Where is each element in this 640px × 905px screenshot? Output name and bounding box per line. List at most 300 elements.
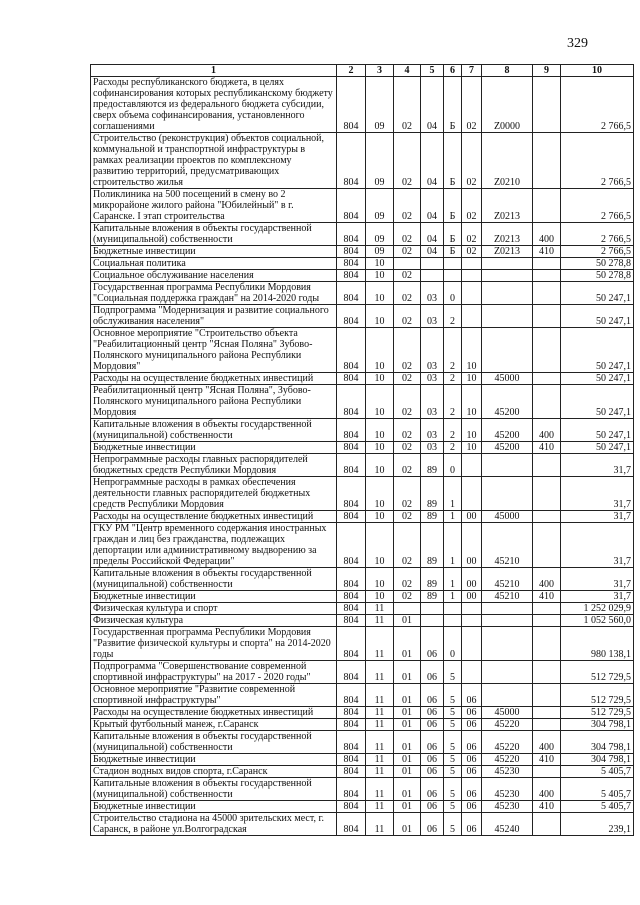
code-cell: 1 xyxy=(444,523,462,568)
code-cell: 400 xyxy=(533,419,561,442)
code-cell: 804 xyxy=(337,627,366,661)
code-cell: 2 xyxy=(444,385,462,419)
code-cell: 45210 xyxy=(482,591,533,603)
code-cell: 10 xyxy=(462,373,482,385)
code-cell: 09 xyxy=(366,223,394,246)
amount-cell: 239,1 xyxy=(561,813,634,836)
code-cell xyxy=(462,603,482,615)
code-cell: 410 xyxy=(533,801,561,813)
code-cell: 11 xyxy=(366,778,394,801)
code-cell: 804 xyxy=(337,328,366,373)
table-row xyxy=(91,223,634,246)
code-cell: 02 xyxy=(462,189,482,223)
amount-cell: 31,7 xyxy=(561,454,634,477)
header-row xyxy=(91,65,634,77)
code-cell: 09 xyxy=(366,189,394,223)
code-cell: 804 xyxy=(337,270,366,282)
amount-cell: 304 798,1 xyxy=(561,731,634,754)
table-row xyxy=(91,454,634,477)
amount-cell: 980 138,1 xyxy=(561,627,634,661)
code-cell xyxy=(533,603,561,615)
table-row xyxy=(91,684,634,707)
code-cell xyxy=(444,615,462,627)
code-cell: 01 xyxy=(394,661,421,684)
amount-cell: 50 247,1 xyxy=(561,282,634,305)
code-cell xyxy=(533,719,561,731)
table-row xyxy=(91,258,634,270)
code-cell: 02 xyxy=(394,373,421,385)
code-cell: 5 xyxy=(444,766,462,778)
amount-cell: 31,7 xyxy=(561,511,634,523)
code-cell: Z0213 xyxy=(482,189,533,223)
code-cell: 03 xyxy=(421,385,444,419)
code-cell: 10 xyxy=(462,442,482,454)
code-cell: 06 xyxy=(462,719,482,731)
amount-cell: 31,7 xyxy=(561,523,634,568)
code-cell: 45240 xyxy=(482,813,533,836)
table-row xyxy=(91,778,634,801)
code-cell xyxy=(533,282,561,305)
row-name-cell: Государственная программа Республики Мордовия "Социальная поддержка граждан" на 2014-2020 годы xyxy=(91,282,337,305)
code-cell: 804 xyxy=(337,754,366,766)
column-header: 6 xyxy=(444,65,462,77)
row-name-cell: Капитальные вложения в объекты государственной (муниципальной) собственности xyxy=(91,419,337,442)
code-cell: 02 xyxy=(394,568,421,591)
amount-cell: 304 798,1 xyxy=(561,754,634,766)
code-cell xyxy=(482,305,533,328)
table-row xyxy=(91,133,634,189)
code-cell: 04 xyxy=(421,77,444,133)
code-cell: 01 xyxy=(394,813,421,836)
row-name-cell: ГКУ РМ "Центр временного содержания иностранных граждан и лиц без гражданства, подлежащих депортации или административному выдворению за пределы Российской Федерации" xyxy=(91,523,337,568)
table-row xyxy=(91,189,634,223)
code-cell: Б xyxy=(444,246,462,258)
code-cell xyxy=(462,477,482,511)
code-cell: 02 xyxy=(394,419,421,442)
code-cell: 11 xyxy=(366,615,394,627)
amount-cell: 304 798,1 xyxy=(561,719,634,731)
table-row xyxy=(91,719,634,731)
column-header: 7 xyxy=(462,65,482,77)
amount-cell: 1 052 560,0 xyxy=(561,615,634,627)
code-cell: 04 xyxy=(421,223,444,246)
code-cell: 02 xyxy=(394,328,421,373)
code-cell: 10 xyxy=(366,568,394,591)
code-cell: 02 xyxy=(394,246,421,258)
code-cell: 06 xyxy=(462,766,482,778)
code-cell: 00 xyxy=(462,568,482,591)
code-cell: 10 xyxy=(366,477,394,511)
row-name-cell: Физическая культура и спорт xyxy=(91,603,337,615)
row-name-cell: Поликлиника на 500 посещений в смену во 2 микрорайоне жилого района "Юбилейный" в г. Саранске. I этап строительства xyxy=(91,189,337,223)
code-cell: 11 xyxy=(366,661,394,684)
row-name-cell: Физическая культура xyxy=(91,615,337,627)
code-cell: 06 xyxy=(462,801,482,813)
code-cell: 02 xyxy=(394,523,421,568)
code-cell: 02 xyxy=(394,282,421,305)
code-cell: 02 xyxy=(462,133,482,189)
code-cell: 10 xyxy=(462,419,482,442)
code-cell: 06 xyxy=(462,707,482,719)
code-cell: 11 xyxy=(366,754,394,766)
code-cell: 804 xyxy=(337,813,366,836)
table-row xyxy=(91,731,634,754)
code-cell: 11 xyxy=(366,719,394,731)
table-row xyxy=(91,661,634,684)
row-name-cell: Капитальные вложения в объекты государственной (муниципальной) собственности xyxy=(91,223,337,246)
code-cell: 804 xyxy=(337,189,366,223)
code-cell: 02 xyxy=(462,223,482,246)
code-cell xyxy=(444,258,462,270)
row-name-cell: Капитальные вложения в объекты государственной (муниципальной) собственности xyxy=(91,568,337,591)
code-cell: 01 xyxy=(394,707,421,719)
code-cell: 410 xyxy=(533,246,561,258)
code-cell: 10 xyxy=(366,442,394,454)
code-cell: 2 xyxy=(444,328,462,373)
code-cell: 45000 xyxy=(482,511,533,523)
code-cell xyxy=(533,707,561,719)
column-header: 8 xyxy=(482,65,533,77)
row-name-cell: Непрограммные расходы в рамках обеспечения деятельности главных распорядителей бюджетных средств Республики Мордовия xyxy=(91,477,337,511)
code-cell: 2 xyxy=(444,305,462,328)
code-cell: 804 xyxy=(337,591,366,603)
amount-cell: 50 247,1 xyxy=(561,385,634,419)
code-cell xyxy=(462,305,482,328)
code-cell xyxy=(533,615,561,627)
code-cell xyxy=(462,454,482,477)
code-cell: 804 xyxy=(337,568,366,591)
code-cell: 11 xyxy=(366,684,394,707)
code-cell: 09 xyxy=(366,77,394,133)
code-cell: 10 xyxy=(366,385,394,419)
code-cell: 06 xyxy=(462,813,482,836)
code-cell: 06 xyxy=(421,801,444,813)
row-name-cell: Подпрограмма "Модернизация и развитие социального обслуживания населения" xyxy=(91,305,337,328)
code-cell xyxy=(533,813,561,836)
code-cell: 02 xyxy=(394,77,421,133)
code-cell: 804 xyxy=(337,258,366,270)
code-cell: 0 xyxy=(444,627,462,661)
code-cell: 89 xyxy=(421,511,444,523)
code-cell: 11 xyxy=(366,731,394,754)
code-cell xyxy=(444,603,462,615)
row-name-cell: Строительство стадиона на 45000 зрительских мест, г. Саранск, в районе ул.Волгоградская xyxy=(91,813,337,836)
code-cell: 804 xyxy=(337,661,366,684)
code-cell: 10 xyxy=(366,419,394,442)
code-cell: 410 xyxy=(533,754,561,766)
code-cell xyxy=(533,77,561,133)
table-row xyxy=(91,511,634,523)
table-row xyxy=(91,270,634,282)
code-cell: 10 xyxy=(366,373,394,385)
code-cell: 5 xyxy=(444,661,462,684)
code-cell xyxy=(533,454,561,477)
row-name-cell: Расходы на осуществление бюджетных инвестиций xyxy=(91,511,337,523)
code-cell: 804 xyxy=(337,778,366,801)
code-cell xyxy=(462,661,482,684)
code-cell: 04 xyxy=(421,189,444,223)
amount-cell: 5 405,7 xyxy=(561,778,634,801)
amount-cell: 50 278,8 xyxy=(561,258,634,270)
code-cell xyxy=(533,661,561,684)
row-name-cell: Расходы на осуществление бюджетных инвестиций xyxy=(91,373,337,385)
code-cell: 02 xyxy=(462,77,482,133)
code-cell: 804 xyxy=(337,419,366,442)
amount-cell: 512 729,5 xyxy=(561,707,634,719)
amount-cell: 50 247,1 xyxy=(561,373,634,385)
table-body xyxy=(91,77,634,836)
code-cell: 01 xyxy=(394,627,421,661)
code-cell: 06 xyxy=(462,684,482,707)
code-cell: 804 xyxy=(337,766,366,778)
code-cell: 804 xyxy=(337,442,366,454)
amount-cell: 2 766,5 xyxy=(561,223,634,246)
code-cell: 02 xyxy=(394,223,421,246)
column-header: 1 xyxy=(91,65,337,77)
code-cell: 5 xyxy=(444,801,462,813)
code-cell: 03 xyxy=(421,282,444,305)
table-row xyxy=(91,477,634,511)
table-row xyxy=(91,523,634,568)
code-cell: 410 xyxy=(533,591,561,603)
code-cell: 02 xyxy=(394,591,421,603)
code-cell: 0 xyxy=(444,454,462,477)
row-name-cell: Бюджетные инвестиции xyxy=(91,754,337,766)
code-cell: 10 xyxy=(366,454,394,477)
code-cell xyxy=(462,258,482,270)
code-cell xyxy=(482,684,533,707)
code-cell xyxy=(394,258,421,270)
code-cell: 03 xyxy=(421,419,444,442)
code-cell: 804 xyxy=(337,282,366,305)
code-cell: 804 xyxy=(337,246,366,258)
table-row xyxy=(91,419,634,442)
code-cell: 01 xyxy=(394,766,421,778)
code-cell: 03 xyxy=(421,328,444,373)
code-cell: 10 xyxy=(366,511,394,523)
code-cell: 06 xyxy=(421,719,444,731)
code-cell: 06 xyxy=(421,684,444,707)
table-row xyxy=(91,707,634,719)
code-cell xyxy=(462,615,482,627)
code-cell: Б xyxy=(444,223,462,246)
code-cell: 5 xyxy=(444,731,462,754)
amount-cell: 31,7 xyxy=(561,591,634,603)
code-cell xyxy=(482,270,533,282)
code-cell xyxy=(482,282,533,305)
code-cell: 10 xyxy=(366,282,394,305)
amount-cell: 50 247,1 xyxy=(561,442,634,454)
code-cell xyxy=(533,133,561,189)
code-cell: 45000 xyxy=(482,707,533,719)
table-row xyxy=(91,615,634,627)
amount-cell: 512 729,5 xyxy=(561,661,634,684)
row-name-cell: Бюджетные инвестиции xyxy=(91,801,337,813)
code-cell: 10 xyxy=(366,523,394,568)
column-header: 5 xyxy=(421,65,444,77)
code-cell: Z0000 xyxy=(482,77,533,133)
code-cell: 400 xyxy=(533,223,561,246)
code-cell: 89 xyxy=(421,454,444,477)
code-cell: Б xyxy=(444,133,462,189)
amount-cell: 31,7 xyxy=(561,477,634,511)
code-cell: 1 xyxy=(444,477,462,511)
code-cell: 2 xyxy=(444,442,462,454)
code-cell: 01 xyxy=(394,719,421,731)
code-cell: 45230 xyxy=(482,778,533,801)
code-cell: 804 xyxy=(337,373,366,385)
code-cell: 01 xyxy=(394,754,421,766)
code-cell: 02 xyxy=(394,454,421,477)
code-cell xyxy=(482,454,533,477)
table-row xyxy=(91,246,634,258)
code-cell: 45210 xyxy=(482,568,533,591)
code-cell xyxy=(533,684,561,707)
code-cell: 804 xyxy=(337,684,366,707)
code-cell xyxy=(533,385,561,419)
code-cell: 02 xyxy=(394,133,421,189)
code-cell: 02 xyxy=(394,305,421,328)
code-cell: 804 xyxy=(337,223,366,246)
row-name-cell: Стадион водных видов спорта, г.Саранск xyxy=(91,766,337,778)
table-row xyxy=(91,385,634,419)
code-cell: 804 xyxy=(337,511,366,523)
code-cell: 00 xyxy=(462,511,482,523)
code-cell xyxy=(533,523,561,568)
amount-cell: 5 405,7 xyxy=(561,801,634,813)
code-cell: 03 xyxy=(421,373,444,385)
code-cell: 11 xyxy=(366,801,394,813)
code-cell: 10 xyxy=(366,270,394,282)
page-number: 329 xyxy=(567,36,588,51)
budget-table xyxy=(90,64,634,836)
code-cell: 00 xyxy=(462,591,482,603)
code-cell xyxy=(533,328,561,373)
code-cell: 01 xyxy=(394,801,421,813)
code-cell: 5 xyxy=(444,813,462,836)
code-cell: 804 xyxy=(337,385,366,419)
code-cell xyxy=(533,766,561,778)
table-row xyxy=(91,282,634,305)
code-cell: Б xyxy=(444,189,462,223)
row-name-cell: Социальное обслуживание населения xyxy=(91,270,337,282)
code-cell: 804 xyxy=(337,133,366,189)
code-cell: 06 xyxy=(421,731,444,754)
code-cell xyxy=(444,270,462,282)
amount-cell: 512 729,5 xyxy=(561,684,634,707)
amount-cell: 5 405,7 xyxy=(561,766,634,778)
table-row xyxy=(91,813,634,836)
code-cell xyxy=(421,615,444,627)
code-cell: 02 xyxy=(394,442,421,454)
code-cell: Z0213 xyxy=(482,223,533,246)
code-cell xyxy=(462,282,482,305)
code-cell: 11 xyxy=(366,813,394,836)
row-name-cell: Непрограммные расходы главных распорядителей бюджетных средств Республики Мордовия xyxy=(91,454,337,477)
table-row xyxy=(91,591,634,603)
code-cell: 45230 xyxy=(482,766,533,778)
code-cell: 02 xyxy=(394,189,421,223)
code-cell xyxy=(533,511,561,523)
code-cell: 5 xyxy=(444,684,462,707)
code-cell: 89 xyxy=(421,477,444,511)
amount-cell: 2 766,5 xyxy=(561,77,634,133)
amount-cell: 50 247,1 xyxy=(561,419,634,442)
code-cell: 06 xyxy=(421,661,444,684)
code-cell: 04 xyxy=(421,246,444,258)
code-cell: 804 xyxy=(337,477,366,511)
code-cell: 45200 xyxy=(482,385,533,419)
code-cell: 804 xyxy=(337,615,366,627)
code-cell xyxy=(421,270,444,282)
code-cell xyxy=(421,603,444,615)
code-cell: 0 xyxy=(444,282,462,305)
row-name-cell: Реабилитационный центр "Ясная Поляна", Зубово-Полянского муниципального района Республики Мордовия xyxy=(91,385,337,419)
code-cell: 804 xyxy=(337,603,366,615)
table-row xyxy=(91,766,634,778)
code-cell: 02 xyxy=(394,477,421,511)
code-cell: 89 xyxy=(421,591,444,603)
code-cell xyxy=(533,189,561,223)
code-cell: 10 xyxy=(366,305,394,328)
amount-cell: 2 766,5 xyxy=(561,133,634,189)
table-row xyxy=(91,568,634,591)
code-cell: 5 xyxy=(444,778,462,801)
code-cell: 804 xyxy=(337,523,366,568)
code-cell: 804 xyxy=(337,801,366,813)
code-cell: 03 xyxy=(421,305,444,328)
code-cell: 06 xyxy=(421,766,444,778)
code-cell: 00 xyxy=(462,523,482,568)
code-cell: 01 xyxy=(394,684,421,707)
row-name-cell: Капитальные вложения в объекты государственной (муниципальной) собственности xyxy=(91,778,337,801)
code-cell: 11 xyxy=(366,707,394,719)
row-name-cell: Расходы на осуществление бюджетных инвестиций xyxy=(91,707,337,719)
code-cell xyxy=(482,258,533,270)
amount-cell: 31,7 xyxy=(561,568,634,591)
code-cell: 1 xyxy=(444,511,462,523)
code-cell: 06 xyxy=(462,731,482,754)
code-cell: 1 xyxy=(444,568,462,591)
column-header: 3 xyxy=(366,65,394,77)
code-cell xyxy=(482,627,533,661)
code-cell: 45210 xyxy=(482,523,533,568)
code-cell: 45000 xyxy=(482,373,533,385)
code-cell: 01 xyxy=(394,615,421,627)
code-cell xyxy=(533,477,561,511)
code-cell: 11 xyxy=(366,627,394,661)
code-cell: 804 xyxy=(337,719,366,731)
code-cell: 400 xyxy=(533,568,561,591)
code-cell: 10 xyxy=(462,328,482,373)
code-cell xyxy=(533,627,561,661)
table-row xyxy=(91,328,634,373)
row-name-cell: Основное мероприятие "Развитие современной спортивной инфраструктуры" xyxy=(91,684,337,707)
column-header: 4 xyxy=(394,65,421,77)
code-cell: 400 xyxy=(533,731,561,754)
code-cell: 1 xyxy=(444,591,462,603)
code-cell xyxy=(533,373,561,385)
table-row xyxy=(91,627,634,661)
code-cell: 01 xyxy=(394,778,421,801)
code-cell: 09 xyxy=(366,246,394,258)
code-cell xyxy=(533,258,561,270)
amount-cell: 1 252 029,9 xyxy=(561,603,634,615)
row-name-cell: Бюджетные инвестиции xyxy=(91,591,337,603)
code-cell: 06 xyxy=(421,813,444,836)
code-cell xyxy=(482,328,533,373)
row-name-cell: Бюджетные инвестиции xyxy=(91,442,337,454)
